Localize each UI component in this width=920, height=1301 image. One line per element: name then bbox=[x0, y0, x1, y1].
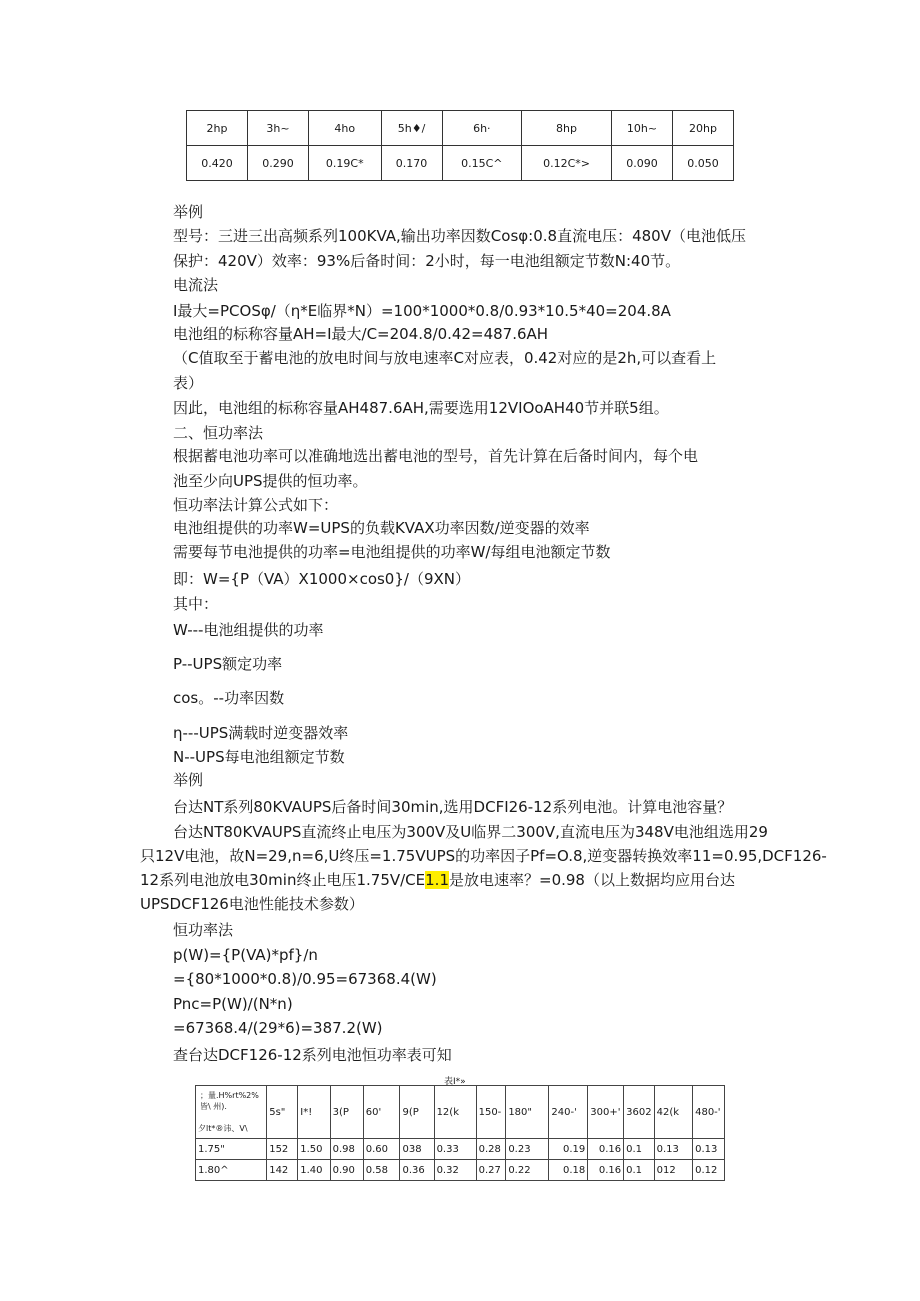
formula-line: 电池组的标称容量AH=I最大/C=204.8/0.42=487.6AH bbox=[173, 325, 549, 343]
formula-line: 需要每节电池提供的功率=电池组提供的功率W/每组电池额定节数 bbox=[173, 543, 611, 561]
table-cell: 0.19 bbox=[549, 1139, 588, 1160]
header-cell: 300+' bbox=[588, 1086, 624, 1139]
table-cell: 0.60 bbox=[363, 1139, 400, 1160]
formula-line: 电池组提供的功率W=UPS的负载KVAX功率因数/逆变器的效率 bbox=[173, 519, 590, 537]
discharge-rate-table bbox=[186, 110, 734, 181]
paragraph-line: 查台达DCF126-12系列电池恒功率表可知 bbox=[173, 1046, 452, 1064]
paragraph-line: 其中： bbox=[173, 595, 219, 613]
rate-cell: 0.290 bbox=[247, 146, 308, 181]
time-cell: 20hp bbox=[672, 111, 733, 146]
text-segment: 是放电速率？=0.98（以上数据均应用台达 bbox=[449, 871, 735, 889]
time-cell: 10h~ bbox=[611, 111, 672, 146]
paragraph-line: 表） bbox=[173, 374, 204, 392]
definition-line: η---UPS满载时逆变器效率 bbox=[173, 724, 349, 742]
time-cell: 8hp bbox=[522, 111, 612, 146]
time-cell: 5h♦/ bbox=[381, 111, 442, 146]
rate-cell: 0.19C* bbox=[308, 146, 381, 181]
paragraph-line: 因此，电池组的标称容量AH487.6AH,需要选用12VIOoAH40节并联5组。 bbox=[173, 399, 669, 417]
table-cell: 0.58 bbox=[363, 1160, 400, 1181]
table-cell: 0.16 bbox=[588, 1139, 624, 1160]
table-cell: 0.98 bbox=[330, 1139, 363, 1160]
table-cell: 0.23 bbox=[506, 1139, 549, 1160]
section-heading: 电流法 bbox=[173, 276, 219, 294]
header-cell: 480-' bbox=[693, 1086, 725, 1139]
paragraph-line: （C值取至于蓄电池的放电时间与放电速率C对应表，0.42对应的是2h,可以查看上 bbox=[173, 349, 717, 367]
header-cell: 42(k bbox=[654, 1086, 693, 1139]
header-cell: 9(P bbox=[400, 1086, 434, 1139]
header-cell: 3(P bbox=[330, 1086, 363, 1139]
section-heading: 恒功率法 bbox=[173, 921, 234, 939]
table-cell: 0.1 bbox=[624, 1139, 654, 1160]
rate-cell: 0.420 bbox=[187, 146, 248, 181]
example-heading: 举例 bbox=[173, 771, 204, 789]
discharge-time-row bbox=[187, 111, 734, 146]
header-cell: I*! bbox=[298, 1086, 330, 1139]
table-cell: 0.13 bbox=[654, 1139, 693, 1160]
table-cell: 1.50 bbox=[298, 1139, 330, 1160]
example-heading: 举例 bbox=[173, 203, 204, 221]
table-row bbox=[196, 1160, 725, 1181]
header-cell: 150- bbox=[476, 1086, 506, 1139]
text-segment: 12系列电池放电30min终止电压1.75V/CE bbox=[140, 871, 426, 889]
rate-cell: 0.170 bbox=[381, 146, 442, 181]
corner-cell bbox=[196, 1086, 267, 1139]
definition-line: P--UPS额定功率 bbox=[173, 655, 283, 673]
paragraph-line: 型号：三进三出高频系列100KVA,输出功率因数Cosφ:0.8直流电压：480V（电池低压 bbox=[173, 227, 746, 245]
header-cell: 12(k bbox=[434, 1086, 476, 1139]
formula-line: 即：W={P（VA）X1000×cos0}/（9XN） bbox=[173, 570, 470, 588]
table-cell: 0.33 bbox=[434, 1139, 476, 1160]
paragraph-line: 保护：420V）效率：93%后备时间：2小时，每一电池组额定节数N:40节。 bbox=[173, 252, 681, 270]
table-cell: 0.13 bbox=[693, 1139, 725, 1160]
table-cell: 0.12 bbox=[693, 1160, 725, 1181]
definition-line: cos。--功率因数 bbox=[173, 689, 285, 707]
table-caption: 表I*» bbox=[444, 1077, 466, 1087]
paragraph-line: 台达NT80KVAUPS直流终止电压为300V及U临界二300V,直流电压为348V电池组选用29 bbox=[173, 823, 768, 841]
table-cell: 0.18 bbox=[549, 1160, 588, 1181]
time-cell: 3h~ bbox=[247, 111, 308, 146]
rate-cell: 0.12C*> bbox=[522, 146, 612, 181]
highlighted-value: 1.1 bbox=[425, 871, 449, 889]
table-cell: 152 bbox=[267, 1139, 298, 1160]
header-cell: 60' bbox=[363, 1086, 400, 1139]
table-row bbox=[196, 1139, 725, 1160]
constant-power-table bbox=[195, 1085, 725, 1181]
header-cell: 240-' bbox=[549, 1086, 588, 1139]
paragraph-line: 只12V电池，故N=29,n=6,U终压=1.75VUPS的功率因子Pf=O.8,逆变器转换效率11=0.95,DCF126- bbox=[140, 847, 827, 865]
header-cell: 5s" bbox=[267, 1086, 298, 1139]
table-cell: 0.1 bbox=[624, 1160, 654, 1181]
paragraph-line: UPSDCF126电池性能技术参数） bbox=[140, 895, 364, 913]
paragraph-line: 池至少向UPS提供的恒功率。 bbox=[173, 472, 368, 490]
paragraph-line: 恒功率法计算公式如下： bbox=[173, 496, 339, 514]
table-cell: 038 bbox=[400, 1139, 434, 1160]
row-label: 1.75" bbox=[196, 1139, 267, 1160]
rate-cell: 0.090 bbox=[611, 146, 672, 181]
table-cell: 0.90 bbox=[330, 1160, 363, 1181]
formula-line: =67368.4/(29*6)=387.2(W) bbox=[173, 1019, 383, 1037]
time-cell: 4ho bbox=[308, 111, 381, 146]
time-cell: 6h· bbox=[442, 111, 522, 146]
paragraph-line bbox=[140, 870, 735, 890]
header-cell: 3602 bbox=[624, 1086, 654, 1139]
formula-line: ={80*1000*0.8)/0.95=67368.4(W) bbox=[173, 970, 437, 988]
definition-line: N--UPS每电池组额定节数 bbox=[173, 748, 345, 766]
table-cell: 012 bbox=[654, 1160, 693, 1181]
table-cell: 0.28 bbox=[476, 1139, 506, 1160]
section-heading: 二、恒功率法 bbox=[173, 424, 264, 442]
table-cell: 142 bbox=[267, 1160, 298, 1181]
time-cell: 2hp bbox=[187, 111, 248, 146]
corner-label-top: ；量.H%rt%2%皆\ 州). bbox=[200, 1091, 259, 1111]
definition-line: W---电池组提供的功率 bbox=[173, 621, 324, 639]
discharge-rate-row bbox=[187, 146, 734, 181]
table-header-row bbox=[196, 1086, 725, 1139]
formula-line: p(W)={P(VA)*pf}∕n bbox=[173, 946, 318, 964]
paragraph-line: 台达NT系列80KVAUPS后备时间30min,选用DCFI26-12系列电池。计算电池容量？ bbox=[173, 798, 733, 816]
table-cell: 1.40 bbox=[298, 1160, 330, 1181]
table-cell: 0.32 bbox=[434, 1160, 476, 1181]
table-cell: 0.27 bbox=[476, 1160, 506, 1181]
table-cell: 0.16 bbox=[588, 1160, 624, 1181]
table-cell: 0.22 bbox=[506, 1160, 549, 1181]
rate-cell: 0.050 bbox=[672, 146, 733, 181]
row-label: 1.80^ bbox=[196, 1160, 267, 1181]
rate-cell: 0.15C^ bbox=[442, 146, 522, 181]
table-cell: 0.36 bbox=[400, 1160, 434, 1181]
header-cell: 180" bbox=[506, 1086, 549, 1139]
paragraph-line: 根据蓄电池功率可以准确地选出蓄电池的型号，首先计算在后备时间内，每个电 bbox=[173, 447, 699, 465]
corner-label-bottom: 夕lt*®讳、V\ bbox=[198, 1124, 248, 1133]
formula-line: Pnc=P(W)/(N*n) bbox=[173, 995, 293, 1013]
formula-line: I最大=PCOSφ/（η*E临界*N）=100*1000*0.8/0.93*10.5*40=204.8A bbox=[173, 302, 671, 320]
